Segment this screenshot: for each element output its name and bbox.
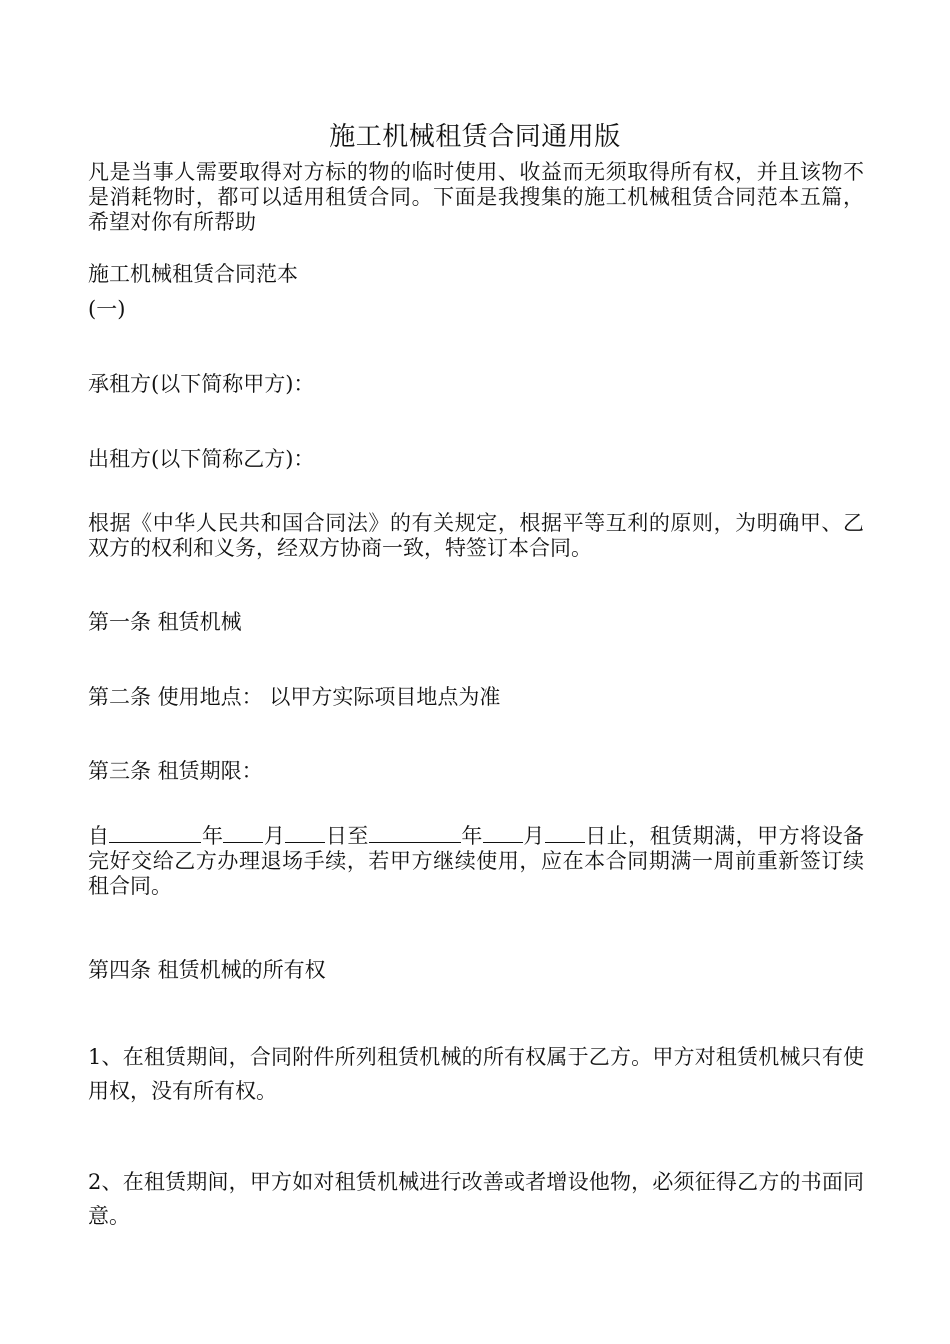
sample-heading: 施工机械租赁合同范本 — [88, 262, 298, 286]
end-month-blank — [483, 822, 523, 843]
start-month-blank — [223, 822, 263, 843]
term-month-2: 月 — [522, 824, 545, 848]
start-year-blank — [109, 822, 201, 843]
article-2-heading: 第二条 使用地点： 以甲方实际项目地点为准 — [88, 685, 501, 709]
document-title: 施工机械租赁合同通用版 — [329, 122, 621, 152]
term-year-2: 年 — [460, 824, 483, 848]
article-4-heading: 第四条 租赁机械的所有权 — [88, 958, 326, 982]
term-from: 自 — [88, 824, 110, 848]
lease-term-paragraph — [88, 822, 864, 899]
start-day-blank — [285, 822, 325, 843]
lessee-line: 承租方(以下简称甲方)： — [88, 372, 315, 396]
clause-1-paragraph: 1、在租赁期间，合同附件所列租赁机械的所有权属于乙方。甲方对租赁机械只有使用权，没有所有权。 — [88, 1045, 864, 1103]
preamble-paragraph: 根据《中华人民共和国合同法》的有关规定，根据平等互利的原则，为明确甲、乙双方的权利和义务，经双方协商一致，特签订本合同。 — [88, 511, 864, 560]
term-day-to: 日至 — [325, 824, 369, 848]
term-month-1: 月 — [263, 824, 286, 848]
end-day-blank — [545, 822, 585, 843]
article-1-heading: 第一条 租赁机械 — [88, 610, 242, 634]
sample-number: (一) — [88, 297, 126, 321]
article-3-heading: 第三条 租赁期限： — [88, 759, 263, 783]
lessor-line: 出租方(以下简称乙方)： — [88, 447, 315, 471]
clause-2-paragraph: 2、在租赁期间，甲方如对租赁机械进行改善或者增设他物，必须征得乙方的书面同意。 — [88, 1170, 864, 1228]
intro-paragraph: 凡是当事人需要取得对方标的物的临时使用、收益而无须取得所有权，并且该物不是消耗物时，都可以适用租赁合同。下面是我搜集的施工机械租赁合同范本五篇，希望对你有所帮助 — [88, 160, 864, 234]
term-year-1: 年 — [201, 824, 224, 848]
end-year-blank — [369, 822, 461, 843]
term-day-end: 日止，租赁期满，甲方将设备完好交给乙方办理退场手续，若甲方继续使用，应在本合同期满一周前重新签订续租合同。 — [88, 824, 865, 898]
